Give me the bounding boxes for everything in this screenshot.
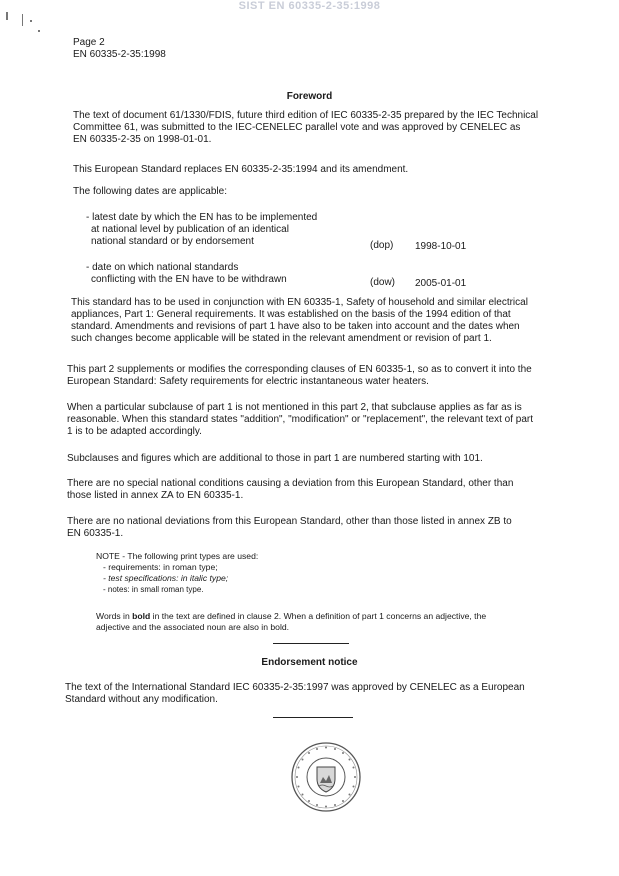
foreword-paragraph-9: [67, 516, 512, 540]
section-divider: [273, 643, 349, 644]
text-line: The text of document 61/1330/FDIS, future third edition of IEC 60335-2-35 prepared by the IEC Technical: [73, 110, 539, 121]
foreword-paragraph-2: This European Standard replaces EN 60335-2-35:1994 and its amendment.: [73, 164, 409, 175]
section-divider: [273, 717, 353, 718]
text-line: EN 60335-1.: [67, 528, 124, 539]
text-line: Standard without any modification.: [65, 694, 218, 705]
bold-words-note: [96, 611, 486, 633]
note-item: - notes: in small roman type.: [103, 585, 204, 594]
text-line: EN 60335-2-35 on 1998-01-01.: [73, 134, 212, 145]
watermark: SIST EN 60335-2-35:1998: [238, 0, 381, 12]
text-line: standard. Amendments and revisions of part 1 have also to be taken into account and the dates when: [71, 321, 520, 332]
endorsement-title: Endorsement notice: [261, 657, 358, 668]
bold-word: bold: [132, 611, 151, 621]
text-line: adjective and the associated noun are also in bold.: [96, 622, 290, 632]
page-number: Page 2: [73, 37, 105, 48]
text-line: reasonable. When this standard states "addition", "modification" or "replacement", the relevant text of part: [67, 414, 533, 425]
text-line: appliances, Part 1: General requirements. It was established on the basis of the 1994 edition of that: [71, 309, 511, 320]
text-line: such changes become applicable will be stated in the relevant amendment or revision of part 1.: [71, 333, 492, 344]
foreword-paragraph-3: The following dates are applicable:: [73, 186, 227, 197]
endorsement-paragraph: [65, 682, 525, 706]
text-line: those listed in annex ZA to EN 60335-1.: [67, 490, 244, 501]
text-line: When a particular subclause of part 1 is not mentioned in this part 2, that subclause applies as far as is: [67, 402, 522, 413]
print-types-note: [96, 551, 258, 595]
note-item: - test specifications: in italic type;: [103, 573, 229, 583]
foreword-paragraph-1: [73, 110, 538, 146]
text-line: There are no special national conditions causing a deviation from this European Standard, other than: [67, 478, 514, 489]
text-line: Committee 61, was submitted to the IEC-CENELEC parallel vote and was approved by CENELEC as: [73, 122, 521, 133]
text-line: This standard has to be used in conjunction with EN 60335-1, Safety of household and similar electrical: [71, 297, 528, 308]
note-item: - requirements: in roman type;: [103, 562, 218, 572]
text-line: - latest date by which the EN has to be implemented: [86, 212, 318, 223]
foreword-paragraph-5: [67, 364, 532, 388]
scan-mark: [6, 12, 8, 20]
scan-mark: [38, 30, 40, 32]
foreword-paragraph-4: [71, 297, 528, 345]
date-code: (dow): [370, 277, 396, 288]
text-line: conflicting with the EN have to be withdrawn: [91, 274, 287, 285]
text-line: The text of the International Standard IEC 60335-2-35:1997 was approved by CENELEC as a European: [65, 682, 525, 693]
foreword-paragraph-7: Subclauses and figures which are additional to those in part 1 are numbered starting with 101.: [67, 453, 483, 464]
page-header: [73, 37, 166, 61]
text-fragment: Words in: [96, 611, 133, 621]
document-reference: EN 60335-2-35:1998: [73, 49, 166, 60]
text-line: national standard or by endorsement: [91, 236, 254, 247]
scan-mark: [30, 20, 32, 22]
official-stamp-seal-icon: [290, 741, 362, 813]
text-line: - date on which national standards: [86, 262, 239, 273]
scan-mark: [22, 14, 23, 26]
text-line: 1 is to be adapted accordingly.: [67, 426, 202, 437]
date-code: (dop): [370, 240, 394, 251]
date-item-dow: [86, 262, 287, 286]
text-line: There are no national deviations from this European Standard, other than those listed in annex ZB to: [67, 516, 512, 527]
foreword-paragraph-8: [67, 478, 513, 502]
text-line: European Standard: Safety requirements for electric instantaneous water heaters.: [67, 376, 429, 387]
date-item-dop: [86, 212, 317, 248]
note-intro: NOTE - The following print types are used:: [96, 551, 259, 561]
date-value: 2005-01-01: [415, 278, 467, 289]
text-fragment: in the text are defined in clause 2. When a definition of part 1 concerns an adjective, the: [150, 611, 487, 621]
text-line: at national level by publication of an identical: [91, 224, 289, 235]
foreword-paragraph-6: [67, 402, 533, 438]
foreword-title: Foreword: [286, 91, 333, 102]
date-value: 1998-10-01: [415, 241, 467, 252]
text-line: This part 2 supplements or modifies the corresponding clauses of EN 60335-1, so as to convert it into the: [67, 364, 532, 375]
